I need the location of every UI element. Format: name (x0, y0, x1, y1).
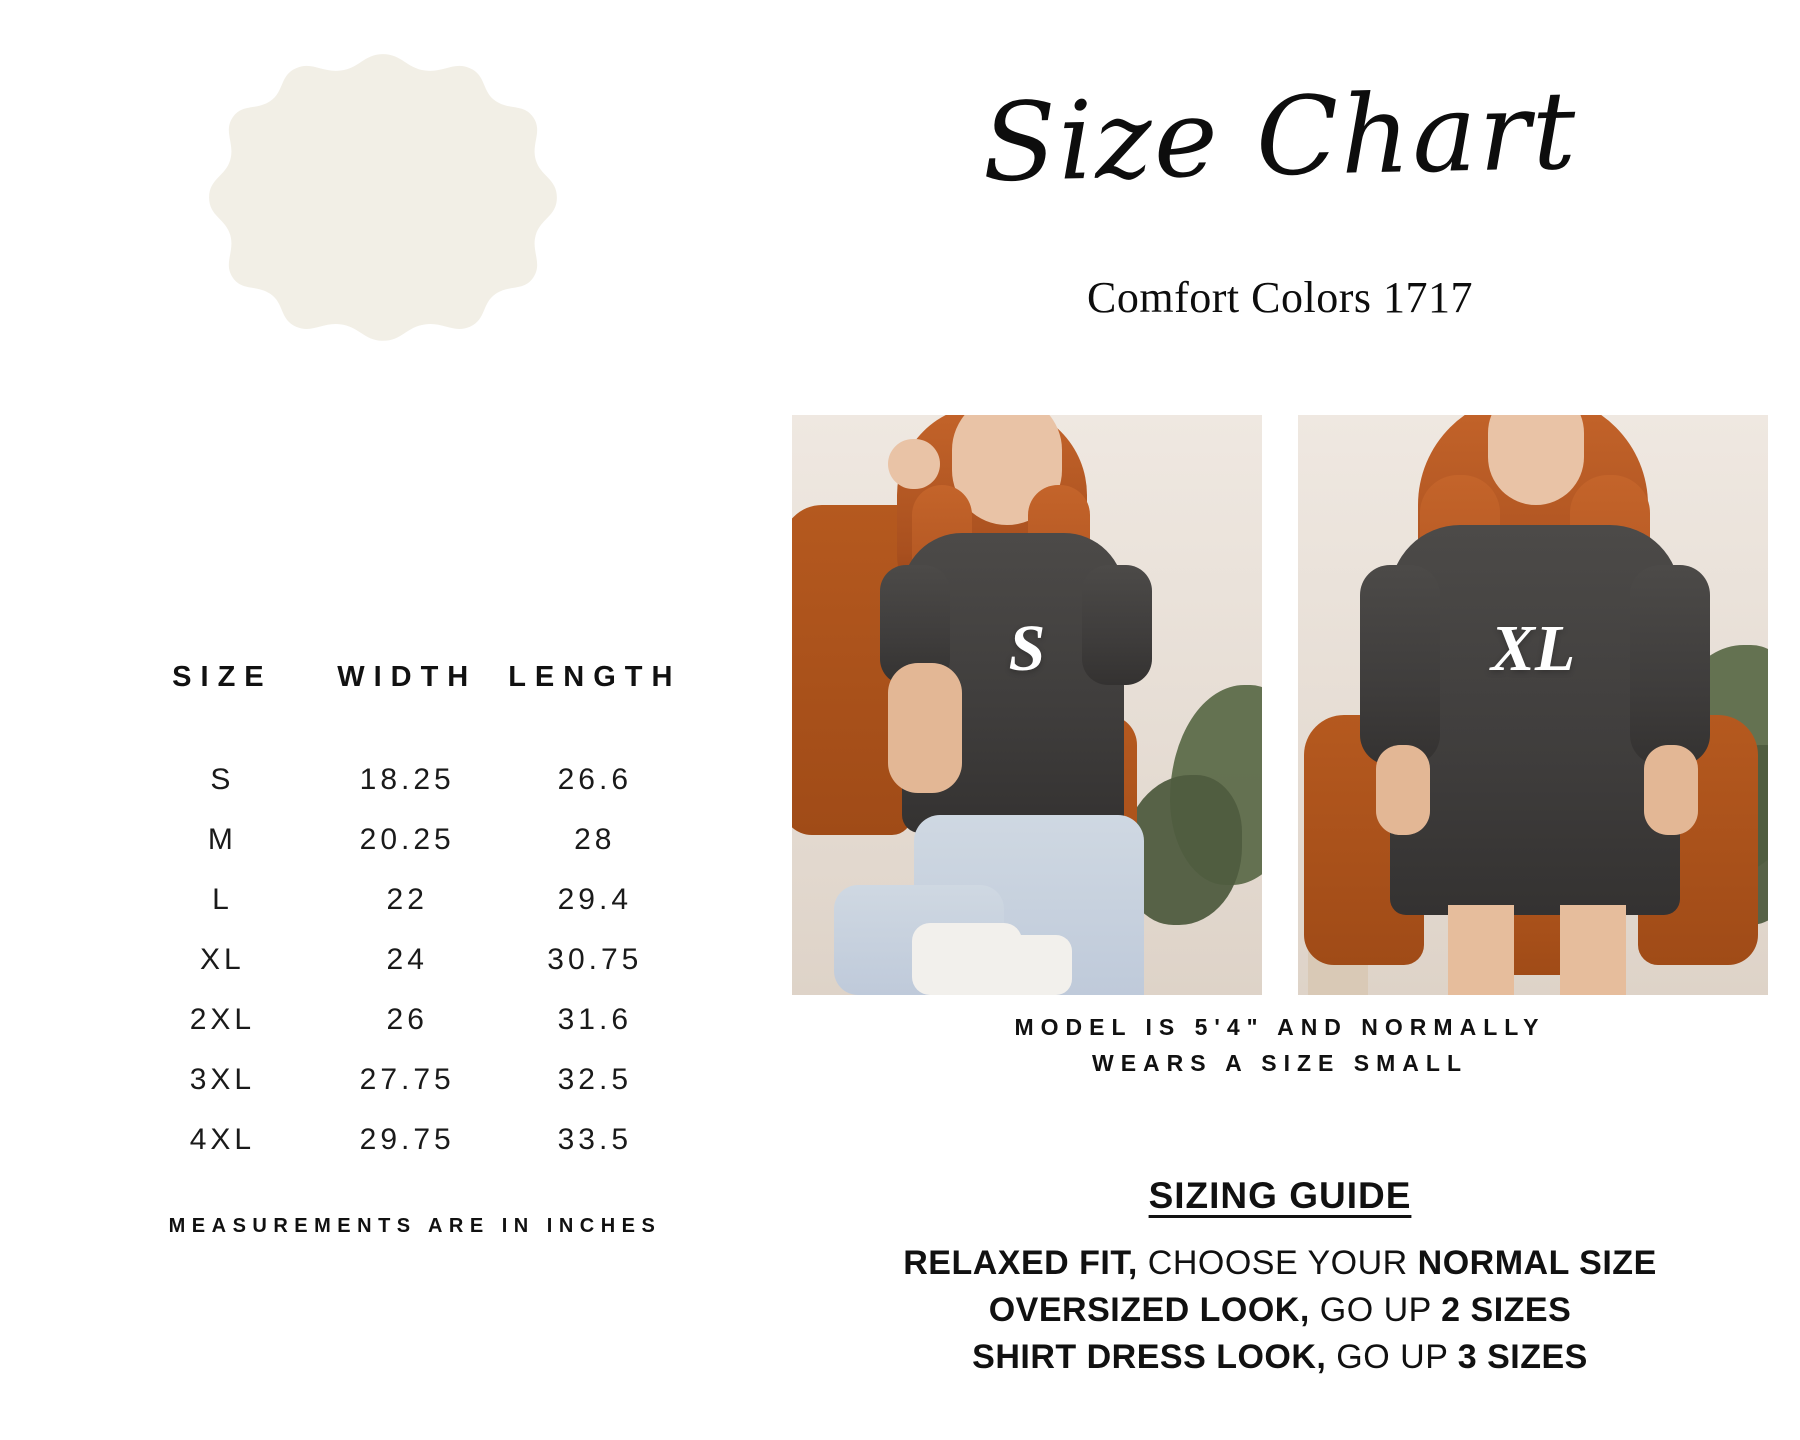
table-row (130, 870, 690, 930)
cell-length: 28 (574, 823, 616, 856)
photo-model-xl (1298, 415, 1768, 995)
decorative-blob-shape (148, 40, 618, 510)
size-table (130, 660, 690, 1170)
sizing-guide-line (760, 1287, 1800, 1334)
table-row (130, 990, 690, 1050)
cell-size: S (210, 763, 235, 796)
cell-size: XL (200, 943, 245, 976)
guide-line-mid: GO UP (1309, 1290, 1442, 1329)
cell-size: 2XL (189, 1003, 256, 1036)
guide-line-mid: CHOOSE YOUR (1137, 1244, 1418, 1282)
photo-illustration-xl (1298, 415, 1768, 995)
size-table-container (130, 660, 690, 1170)
cell-width: 20.25 (359, 823, 455, 856)
right-column (760, 0, 1800, 1440)
cell-length: 30.75 (547, 943, 643, 976)
cell-width: 26 (386, 1003, 428, 1036)
photo-model-small (792, 415, 1262, 995)
cell-size: 4XL (189, 1123, 256, 1156)
column-header-length: LENGTH (508, 661, 682, 693)
guide-line-lead: SHIRT DRESS LOOK, (972, 1337, 1327, 1376)
cell-width: 18.25 (359, 763, 455, 796)
page-subtitle: Comfort Colors 1717 (1087, 273, 1473, 322)
cell-length: 32.5 (557, 1063, 632, 1096)
table-header-row (130, 660, 690, 750)
cell-length: 26.6 (557, 763, 632, 796)
table-row (130, 1110, 690, 1170)
sizing-guide-lines (760, 1240, 1800, 1381)
measurements-note: MEASUREMENTS ARE IN INCHES (168, 1215, 662, 1237)
sizing-guide-line (760, 1334, 1800, 1381)
table-row (130, 750, 690, 810)
guide-line-strong: 3 SIZES (1457, 1337, 1588, 1376)
photo-gallery (760, 415, 1800, 995)
cell-width: 24 (386, 943, 428, 976)
model-note-line-1: MODEL IS 5'4" AND NORMALLY (1014, 1014, 1546, 1040)
cell-size: 3XL (189, 1063, 256, 1096)
left-column (0, 0, 760, 1440)
cell-width: 29.75 (359, 1123, 455, 1156)
column-header-size: SIZE (172, 661, 273, 693)
shirt-size-label-small: S (1008, 612, 1046, 685)
shirt-size-label-xl: XL (1490, 612, 1576, 685)
column-header-width: WIDTH (337, 661, 478, 693)
model-note (760, 1010, 1800, 1081)
cell-size: M (207, 823, 237, 856)
guide-line-mid: GO UP (1326, 1337, 1458, 1376)
cell-width: 22 (386, 883, 428, 916)
cell-length: 29.4 (557, 883, 632, 916)
guide-line-lead: RELAXED FIT, (903, 1244, 1138, 1282)
sizing-guide-line (760, 1240, 1800, 1287)
guide-line-strong: NORMAL SIZE (1417, 1244, 1657, 1282)
table-row (130, 930, 690, 990)
guide-line-lead: OVERSIZED LOOK, (988, 1290, 1310, 1329)
cell-width: 27.75 (359, 1063, 455, 1096)
cell-size: L (212, 883, 233, 916)
table-row (130, 1050, 690, 1110)
page-title: Size Chart (981, 68, 1579, 207)
model-note-line-2: WEARS A SIZE SMALL (1091, 1049, 1468, 1076)
cell-length: 31.6 (557, 1003, 632, 1036)
guide-line-strong: 2 SIZES (1441, 1290, 1572, 1329)
photo-illustration-small (792, 415, 1262, 995)
table-row (130, 810, 690, 870)
blob-path (209, 54, 557, 341)
sizing-guide-title: SIZING GUIDE (1148, 1175, 1412, 1216)
cell-length: 33.5 (557, 1123, 632, 1156)
